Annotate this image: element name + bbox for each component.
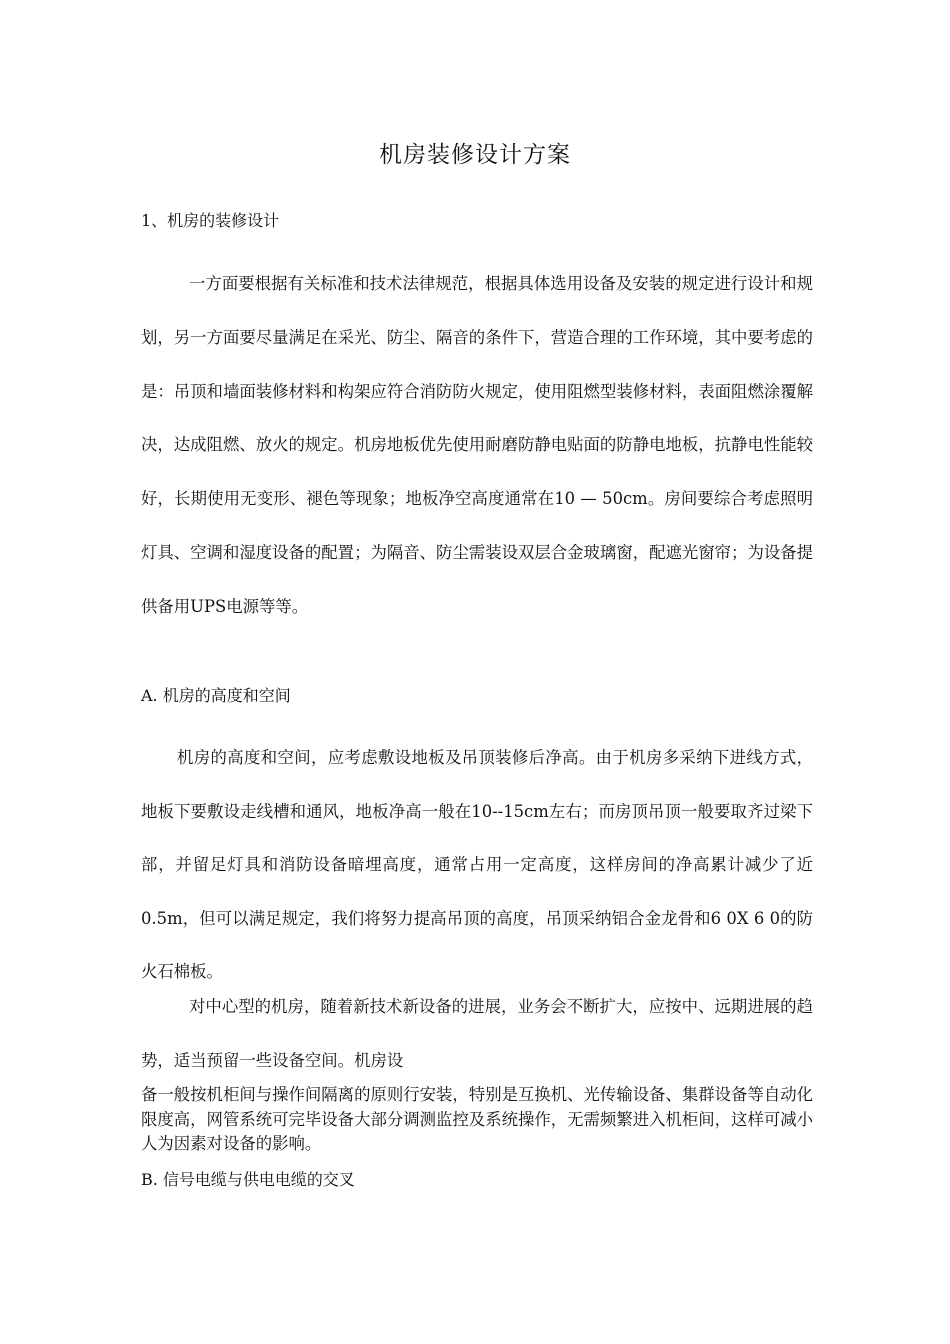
section-1-paragraph: 一方面要根据有关标准和技术法律规范，根据具体选用设备及安装的规定进行设计和规划，另一方面要尽量满足在采光、防尘、隔音的条件下，营造合理的工作环境，其中要考虑的是：吊顶和墙面装修材料和构架应符合消防防火规定，使用阻燃型装修材料，表面阻燃涂覆解决，达成阻燃、放火的规定。机房地板优先使用耐磨防静电贴面的防静电地板，抗静电性能较好，长期使用无变形、褪色等现象；地板净空高度通常在10 — 50cm。房间要综合考虑照明灯具、空调和湿度设备的配置；为隔音、防尘需装设双层合金玻璃窗，配遮光窗帘；为设备提供备用UPS电源等等。 [141,274,814,616]
section-b-heading: B. 信号电缆与供电电缆的交叉 [141,1170,355,1189]
section-a-paragraph-2-part-2: 备一般按机柜间与操作间隔离的原则行安装，特别是互换机、光传输设备、集群设备等自动化限度高，网管系统可完毕设备大部分调测监控及系统操作，无需频繁进入机柜间，这样可减小人为因素对设备的影响。 [141,1085,814,1153]
section-a-paragraph-2-part-1: 对中心型的机房，随着新技术新设备的进展，业务会不断扩大，应按中、远期进展的趋势，适当预留一些设备空间。机房设 [141,997,813,1070]
document-title: 机房装修设计方案 [379,142,571,168]
section-a-heading: A. 机房的高度和空间 [141,686,291,705]
section-1-heading: 1、机房的装修设计 [141,211,280,230]
section-a-paragraph-1: 机房的高度和空间，应考虑敷设地板及吊顶装修后净高。由于机房多采纳下进线方式，地板下要敷设走线槽和通风，地板净高一般在10--15cm左右；而房顶吊顶一般要取齐过梁下部，并留足灯具和消防设备暗埋高度，通常占用一定高度，这样房间的净高累计减少了近0.5m，但可以满足规定，我们将努力提高吊顶的高度，吊顶采纳铝合金龙骨和6 0X 6 0的防火石棉板。 [141,748,813,981]
